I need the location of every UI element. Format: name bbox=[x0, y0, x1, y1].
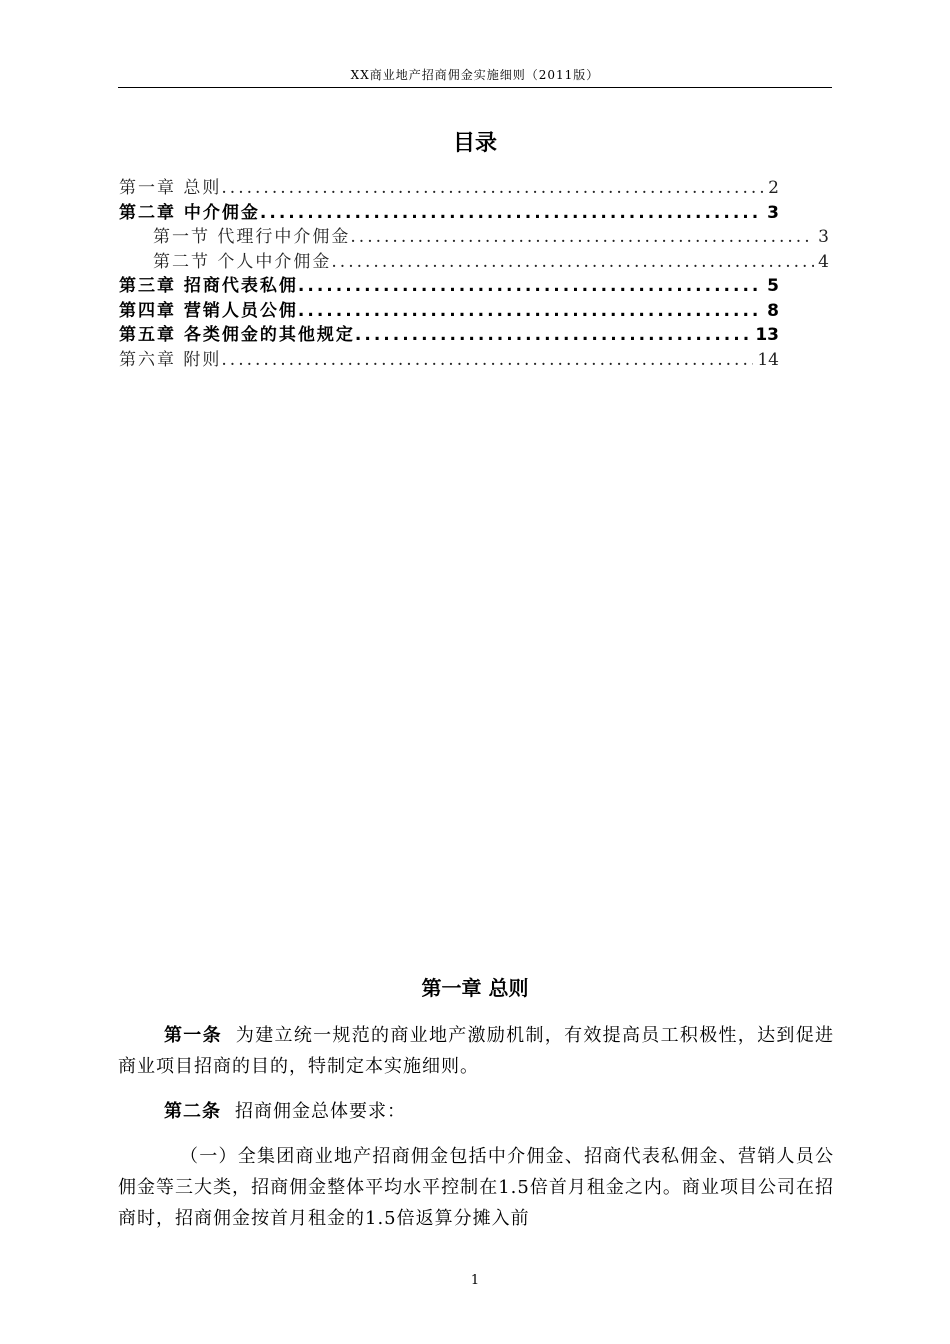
article-text: 为建立统一规范的商业地产激励机制，有效提高员工积极性，达到促进商业项目招商的目的，特制定本实施细则。 bbox=[118, 1025, 835, 1077]
toc-page-number: 14 bbox=[757, 349, 779, 370]
toc-page-number: 3 bbox=[767, 202, 779, 223]
page-number: 1 bbox=[470, 1273, 480, 1288]
toc-entry-chapter-3[interactable] bbox=[119, 274, 779, 299]
chapter-title: 第一章 总则 bbox=[421, 976, 529, 1000]
toc-entry-label: 第五章 各类佣金的其他规定 bbox=[119, 325, 355, 345]
toc-entry-chapter-4[interactable] bbox=[119, 299, 779, 324]
toc-entry-label: 第一节 代理行中介佣金 bbox=[153, 227, 351, 247]
toc-page-number: 2 bbox=[768, 178, 779, 198]
page-header: XX商业地产招商佣金实施细则（2011版） bbox=[118, 66, 832, 88]
article-label: 第一条 bbox=[164, 1025, 222, 1046]
table-of-contents bbox=[119, 176, 839, 372]
article-1 bbox=[118, 1020, 834, 1082]
toc-entry-label: 第三章 招商代表私佣 bbox=[119, 276, 298, 296]
toc-entry-label: 第六章 附则 bbox=[119, 349, 222, 370]
toc-leader-dots bbox=[350, 225, 814, 250]
toc-leader-dots bbox=[331, 250, 814, 275]
toc-page-number: 3 bbox=[818, 227, 829, 247]
toc-page-number: 13 bbox=[755, 325, 779, 345]
toc-page-number: 4 bbox=[818, 251, 829, 272]
toc-leader-dots bbox=[221, 348, 753, 373]
toc-leader-dots bbox=[298, 299, 763, 324]
toc-page-number: 5 bbox=[767, 276, 779, 296]
toc-title: 目录 bbox=[452, 131, 497, 156]
toc-entry-label: 第四章 营销人员公佣 bbox=[119, 300, 298, 321]
toc-leader-dots bbox=[355, 323, 751, 348]
clause-1: （一）全集团商业地产招商佣金包括中介佣金、招商代表私佣金、营销人员公佣金等三大类，招商佣金整体平均水平控制在1.5倍首月租金之内。商业项目公司在招商时，招商佣金按首月租金的1.5倍返算分摊入前 bbox=[118, 1146, 834, 1229]
toc-entry-chapter-6[interactable] bbox=[119, 348, 779, 373]
toc-leader-dots bbox=[221, 176, 764, 201]
toc-entry-label: 第一章 总则 bbox=[119, 178, 222, 198]
toc-page-number: 8 bbox=[767, 300, 779, 321]
toc-leader-dots bbox=[260, 201, 763, 226]
toc-entry-chapter-2[interactable] bbox=[119, 201, 779, 226]
article-2 bbox=[118, 1096, 834, 1127]
toc-entry-label: 第二章 中介佣金 bbox=[119, 202, 260, 223]
toc-entry-section-2[interactable] bbox=[119, 250, 829, 275]
toc-entry-section-1[interactable] bbox=[119, 225, 829, 250]
toc-entry-label: 第二节 个人中介佣金 bbox=[153, 251, 332, 272]
chapter-body bbox=[118, 1020, 834, 1248]
toc-entry-chapter-5[interactable] bbox=[119, 323, 779, 348]
toc-leader-dots bbox=[298, 274, 763, 299]
toc-entry-chapter-1[interactable] bbox=[119, 176, 779, 201]
article-label: 第二条 bbox=[164, 1101, 221, 1122]
article-text: 招商佣金总体要求： bbox=[235, 1101, 406, 1122]
